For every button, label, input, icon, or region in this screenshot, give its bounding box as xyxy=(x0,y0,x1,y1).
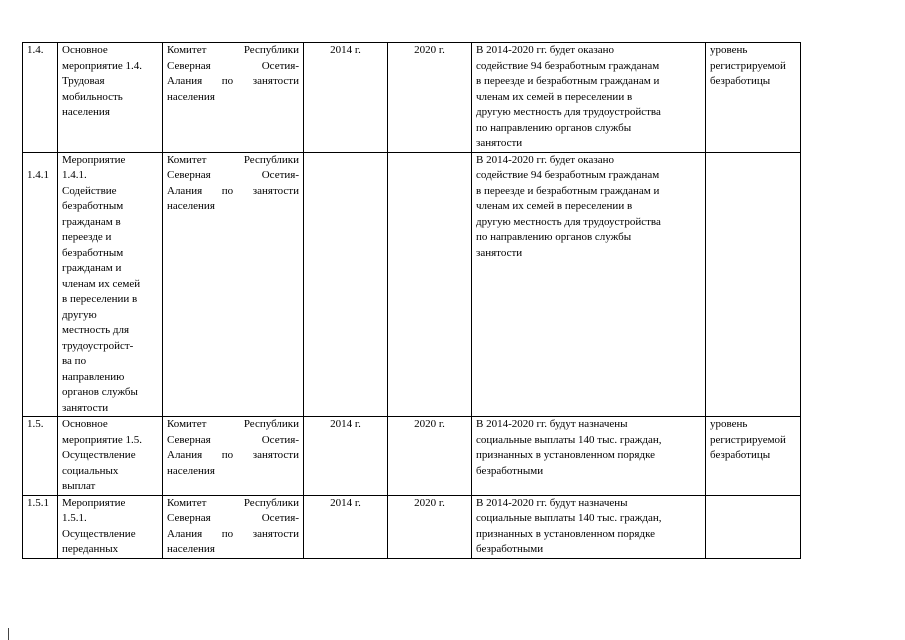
activity-name: Мероприятие 1.4.1. Содействие безработным гражданам в переезде и безработным гражданам и членам их семей в переселении в другую местность для трудоустройст- ва по направлению органов службы занятости xyxy=(62,153,141,414)
start-year: 2014 г. xyxy=(330,496,361,509)
end-year-cell xyxy=(388,417,472,496)
row-number: 1.4. xyxy=(27,44,44,56)
scan-margin-mark xyxy=(8,628,9,640)
indicator: уровень регистрируемой безработицы xyxy=(710,44,786,87)
row-number-cell xyxy=(23,43,58,153)
executor-cell xyxy=(163,43,304,153)
table-row xyxy=(23,43,801,153)
executor-cell xyxy=(163,495,304,558)
expected-result-cell xyxy=(472,417,706,496)
program-activities-table xyxy=(22,42,801,559)
end-year: 2020 г. xyxy=(414,496,445,509)
executor-line: Алания по занятости xyxy=(167,75,299,87)
activity-name-cell xyxy=(58,495,163,558)
executor-line: населения xyxy=(167,90,215,103)
row-number: 1.5.1 xyxy=(27,496,49,509)
indicator-cell xyxy=(706,495,801,558)
indicator-cell xyxy=(706,417,801,496)
start-year: 2014 г. xyxy=(330,44,361,56)
start-year-cell xyxy=(304,43,388,153)
executor-line: населения xyxy=(167,200,215,212)
executor-line: Северная Осетия- xyxy=(167,512,299,524)
executor-line: Комитет Республики xyxy=(167,44,299,56)
executor-line: Алания по занятости xyxy=(167,449,299,461)
activity-name-cell xyxy=(58,417,163,496)
start-year-cell xyxy=(304,495,388,558)
table-row xyxy=(23,417,801,496)
executor-line: Алания по занятости xyxy=(167,184,299,197)
start-year-cell xyxy=(304,417,388,496)
executor-line: Северная Осетия- xyxy=(167,59,299,72)
expected-result-cell xyxy=(472,43,706,153)
table-row xyxy=(23,495,801,558)
indicator-cell xyxy=(706,152,801,417)
end-year-cell xyxy=(388,495,472,558)
activity-name-cell xyxy=(58,152,163,417)
executor-line: Алания по занятости xyxy=(167,527,299,540)
expected-result-cell xyxy=(472,152,706,417)
row-number-cell xyxy=(23,417,58,496)
start-year-cell xyxy=(304,152,388,417)
row-number: 1.5. xyxy=(27,418,44,430)
executor-line: населения xyxy=(167,543,215,555)
executor-line: населения xyxy=(167,464,215,477)
indicator-cell xyxy=(706,43,801,153)
executor-line: Северная Осетия- xyxy=(167,169,299,181)
end-year-cell xyxy=(388,43,472,153)
expected-result-cell xyxy=(472,495,706,558)
end-year: 2020 г. xyxy=(414,44,445,56)
expected-result: В 2014-2020 гг. будет оказано содействие 94 безработным гражданам в переезде и безработным гражданам и членам их семей в переселении в другую местность для трудоустройства по направлению органов службы занятости xyxy=(476,153,661,259)
executor-line: Северная Осетия- xyxy=(167,433,299,446)
activity-name: Основное мероприятие 1.4. Трудовая мобильность населения xyxy=(62,44,143,118)
activity-name: Основное мероприятие 1.5. Осуществление социальных выплат xyxy=(62,418,143,492)
activity-name-cell xyxy=(58,43,163,153)
expected-result: В 2014-2020 гг. будут назначены социальные выплаты 140 тыс. граждан, признанных в установленном порядке безработными xyxy=(476,496,662,555)
activity-name: Мероприятие 1.5.1. Осуществление переданных xyxy=(62,496,136,555)
indicator: уровень регистрируемой безработицы xyxy=(710,418,786,461)
expected-result: В 2014-2020 гг. будет оказано содействие 94 безработным гражданам в переезде и безработным гражданам и членам их семей в переселении в другую местность для трудоустройства по направлению органов службы занятости xyxy=(476,44,661,149)
start-year: 2014 г. xyxy=(330,418,361,430)
executor-cell xyxy=(163,417,304,496)
row-number: 1.4.1 xyxy=(27,168,49,181)
end-year-cell xyxy=(388,152,472,417)
end-year: 2020 г. xyxy=(414,418,445,430)
expected-result: В 2014-2020 гг. будут назначены социальные выплаты 140 тыс. граждан, признанных в установленном порядке безработными xyxy=(476,418,662,477)
row-number-cell xyxy=(23,495,58,558)
executor-cell xyxy=(163,152,304,417)
executor-line: Комитет Республики xyxy=(167,418,299,430)
executor-line: Комитет Республики xyxy=(167,496,299,509)
executor-line: Комитет Республики xyxy=(167,153,299,166)
table-row xyxy=(23,152,801,417)
row-number-cell xyxy=(23,152,58,417)
